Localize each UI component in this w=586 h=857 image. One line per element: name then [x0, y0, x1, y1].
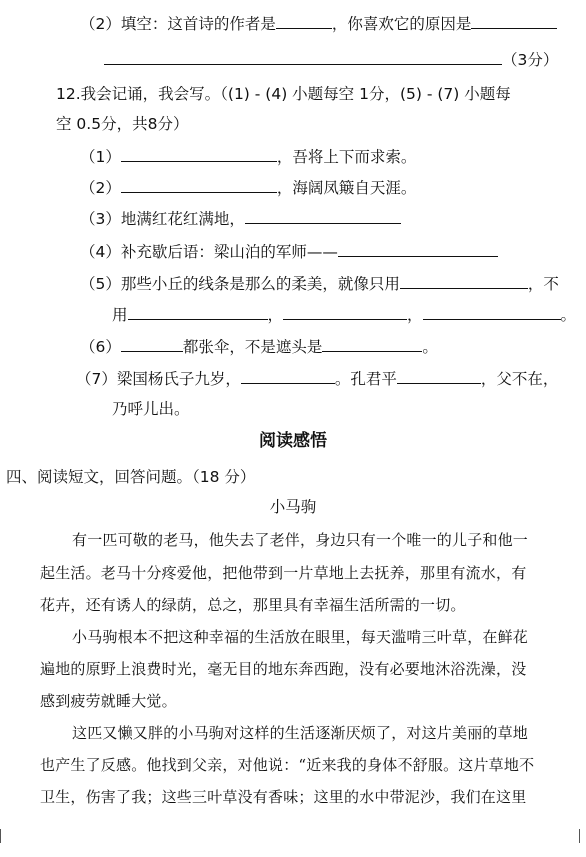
item5-sep1: ， — [267, 306, 284, 324]
story-line: 有一匹可敬的老马，他失去了老伴，身边只有一个唯一的儿子和他一 — [72, 531, 529, 549]
q12-item-6 — [80, 336, 438, 357]
item2-text: ，海阔凤簸自天涯。 — [276, 179, 417, 197]
q12-item-3 — [80, 208, 401, 229]
story-line: 卫生，伤害了我；这些三叶草没有香味；这里的水中带泥沙，我们在这里 — [40, 788, 527, 806]
item5-blank-2[interactable] — [128, 304, 268, 320]
item5-blank-3[interactable] — [283, 304, 407, 320]
story-line: 感到疲劳就睡大觉。 — [40, 692, 177, 710]
item6-mid: 都张伞，不是遮头是 — [182, 338, 323, 356]
item5-line2-start: 用 — [112, 306, 128, 324]
q11-2-line2 — [104, 49, 558, 70]
item5-sep2: ， — [407, 306, 423, 324]
reason-blank[interactable] — [471, 13, 557, 29]
q12-item-1 — [80, 146, 416, 167]
q12-item-5-line1 — [80, 273, 559, 294]
item7-blank-1[interactable] — [241, 368, 335, 384]
item7-blank-2[interactable] — [397, 368, 481, 384]
corner-mark-left — [0, 829, 11, 843]
q12-intro-1: 12.我会记诵，我会写。（(1) - (4) 小题每空 1分，(5) - (7) 小题每 — [56, 85, 511, 103]
story-line: 也产生了反感。他找到父亲，对他说：“近来我的身体不舒服。这片草地不 — [40, 756, 535, 774]
story-line: 这匹又懒又胖的小马驹对这样的生活逐渐厌烦了，对这片美丽的草地 — [72, 724, 529, 742]
q11-2-score: （3分） — [502, 51, 559, 69]
item5-line1: （5）那些小丘的线条是那么的柔美，就像只用 — [80, 275, 400, 293]
story-line: 起生活。老马十分疼爱他，把他带到一片草地上去抚养，那里有流水，有 — [40, 564, 527, 582]
q12-item-5-line2 — [112, 304, 576, 325]
section-title: 阅读感悟 — [259, 431, 327, 451]
item1-num: （1） — [80, 148, 121, 166]
item7-a: （7）梁国杨氏子九岁， — [76, 370, 241, 388]
item1-blank[interactable] — [121, 146, 277, 162]
story-title: 小马驹 — [269, 498, 317, 516]
author-blank[interactable] — [276, 13, 332, 29]
story-line: 小马驹根本不把这种幸福的生活放在眼里，每天滥啃三叶草，在鲜花 — [72, 628, 529, 646]
q12-item-7-line1 — [76, 368, 558, 389]
item3-blank[interactable] — [245, 208, 401, 224]
item7-b: 。孔君平 — [334, 370, 397, 388]
item6-num: （6） — [80, 338, 121, 356]
reason-blank-2[interactable] — [104, 49, 502, 65]
item3-text: （3）地满红花红满地， — [80, 210, 245, 228]
item4-text: （4）补充歇后语：梁山泊的军师—— — [80, 243, 338, 261]
q12-item-4 — [80, 241, 498, 262]
q11-2-mid: ，你喜欢它的原因是 — [331, 15, 472, 33]
item5-blank-4[interactable] — [423, 304, 561, 320]
item5-line1-end: ，不 — [527, 275, 559, 293]
q12-item-2 — [80, 177, 416, 198]
item6-blank-1[interactable] — [121, 336, 183, 352]
item5-end: 。 — [560, 306, 577, 324]
item2-num: （2） — [80, 179, 121, 197]
section-4-heading: 四、阅读短文，回答问题。（18 分） — [6, 468, 256, 486]
item4-blank[interactable] — [338, 241, 498, 257]
item5-blank-1[interactable] — [400, 273, 528, 289]
q11-2-line — [80, 13, 557, 34]
item7-c: ，父不在， — [480, 370, 559, 388]
q12-intro-2: 空 0.5分，共8分） — [56, 115, 189, 133]
story-line: 花卉，还有诱人的绿荫，总之，那里具有幸福生活所需的一切。 — [40, 596, 466, 614]
item6-end: 。 — [422, 338, 438, 356]
item1-text: ，吾将上下而求索。 — [276, 148, 417, 166]
q11-2-prefix: （2）填空：这首诗的作者是 — [80, 15, 276, 33]
item2-blank[interactable] — [121, 177, 277, 193]
story-line: 遍地的原野上浪费时光，毫无目的地东奔西跑，没有必要地沐浴洗澡，没 — [40, 660, 527, 678]
q12-item-7-line2: 乃呼儿出。 — [112, 400, 190, 418]
item6-blank-2[interactable] — [322, 336, 422, 352]
corner-mark-right — [569, 829, 580, 843]
